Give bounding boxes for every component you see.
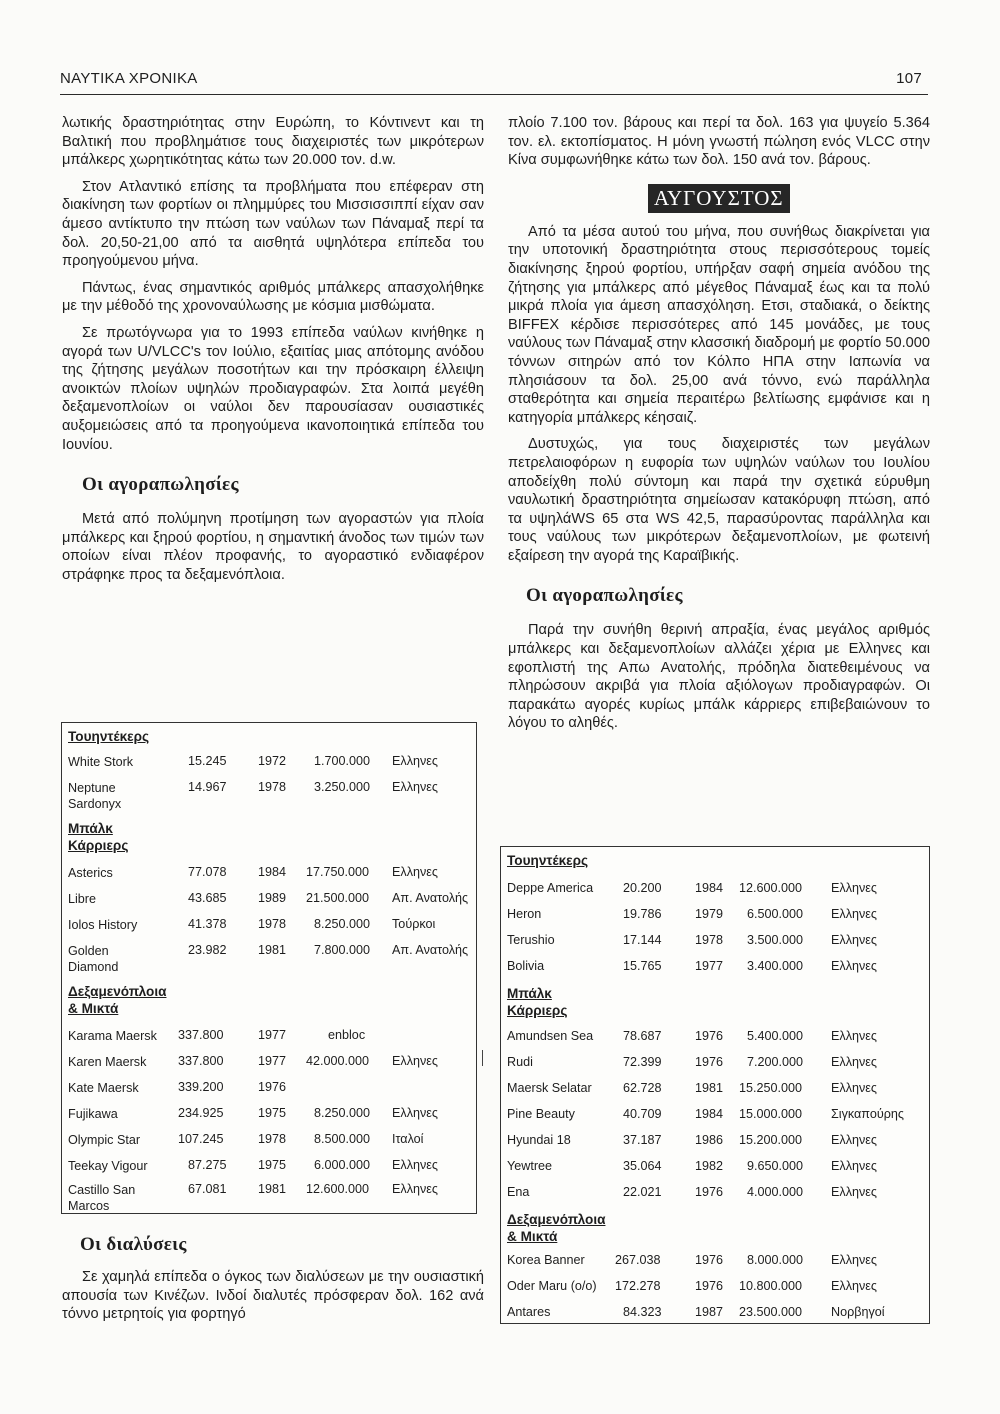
vessel-name: Teekay Vigour — [68, 1159, 148, 1173]
vessel-year: 1976 — [258, 1080, 287, 1094]
vessel-dwt: 84.323 — [623, 1305, 662, 1319]
left-paragraph-1: λωτικής δραστηριότητας στην Ευρώπη, το Κόντινεντ και τη Βαλτική που προβλημάτισε τους διαχειριστές των μικρότερων μπάλκερς χωρητικότητας κάτω των 20.000 τον. d.w. — [62, 115, 484, 169]
vessel-price: 7.200.000 — [747, 1055, 804, 1069]
vessel-dwt: 267.038 — [615, 1253, 661, 1267]
left-paragraph-4: Σε πρωτόγνωρα για το 1993 επίπεδα ναύλων κινήθηκε η αγορά των U/VLCC's τον Ιούλιο, εξαιτίας μιας απότομης ανόδου της ζήτησης μεγάλων ποσοτήτων και την πρόσκαιρη έλλειψη ανοικτών πλοίων υψηλών προδιαγραφών. Στα λοιπά μεγέθη δεξαμενοπλοίων οι ναύλοι δεν παρουσίασαν ουσιαστικές αυξομειώσεις από τα προηγούμενα ικανοποιητικά επίπεδα του Ιουνίου. — [62, 324, 484, 453]
vessel-dwt: 35.064 — [623, 1159, 662, 1173]
vessel-year: 1984 — [695, 881, 724, 895]
vessel-year: 1987 — [695, 1305, 724, 1319]
vessel-dwt: 22.021 — [623, 1185, 662, 1199]
vessel-year: 1978 — [258, 917, 287, 931]
table-edge-mark — [482, 1050, 483, 1066]
vessel-buyer: Ελληνες — [831, 1029, 877, 1043]
vessel-price: 3.250.000 — [314, 780, 371, 794]
sales-table-august — [500, 846, 930, 1324]
right-paragraph-3: Δυστυχώς, για τους διαχειριστές των μεγάλων πετρελαιοφόρων η ευφορία των υψηλών ναύλων του Ιουλίου αποδείχθη πολύ σύντομη και παρά την σχετικά εύρυθμη ναυλωτική δραστηριότητα σημείωσαν κατακόρυφη πτώση, από τα υψηλάWS 65 στα WS 42,5, παρασύροντας παράλληλα και τους ναύλους των μικρότερων δεξαμενοπλοίων, με φωτεινή εξαίρεση την αγορά της Καραϊβικής. — [508, 436, 930, 564]
vessel-year: 1978 — [695, 933, 724, 947]
vessel-buyer: Ελληνες — [392, 754, 438, 768]
right-column — [508, 114, 930, 733]
vessel-year: 1984 — [695, 1107, 724, 1121]
vessel-price: 8.250.000 — [314, 1106, 371, 1120]
table2-category-tankers — [507, 1211, 605, 1245]
vessel-price: 8.000.000 — [747, 1253, 804, 1267]
vessel-dwt: 72.399 — [623, 1055, 662, 1069]
vessel-year: 1978 — [258, 1132, 287, 1146]
vessel-buyer: Ελληνες — [831, 959, 877, 973]
vessel-year: 1981 — [695, 1081, 724, 1095]
vessel-price: 10.800.000 — [739, 1279, 803, 1293]
vessel-year: 1981 — [258, 943, 287, 957]
vessel-buyer: Απ. Ανατολής — [392, 891, 469, 905]
month-title-august: ΑΥΓΟΥΣΤΟΣ — [648, 184, 790, 213]
vessel-dwt: 15.245 — [188, 754, 227, 768]
vessel-price: 12.600.000 — [306, 1182, 370, 1196]
left-paragraph-5: Μετά από πολύμηνη προτίμηση των αγοραστών για πλοία μπάλκερς και ξηρού φορτίου, η σημαντική άνοδος των τιμών των οποίων είναι πλέον προφανής, το αγοραστικό ενδιαφέρον στράφηκε προς τα δεξαμενόπλοια. — [62, 511, 484, 583]
table1-category-bulk-line-1: Μπάλκ — [68, 821, 113, 836]
vessel-price: 9.650.000 — [747, 1159, 804, 1173]
table1-category-bulk-carriers — [68, 820, 128, 854]
vessel-year: 1978 — [258, 780, 287, 794]
vessel-name: Yewtree — [507, 1159, 553, 1173]
vessel-name: Karama Maersk — [68, 1029, 157, 1043]
vessel-name-line-2: Diamond — [68, 960, 119, 974]
vessel-dwt: 20.200 — [623, 881, 662, 895]
right-paragraph-4: Παρά την συνήθη θερινή απραξία, ένας μεγάλος αριθμός μπάλκερς και δεξαμενοπλοίων αλλάζει χέρια με Ελληνες και εφοπλιστή της Απω Ανατολής, πρόδηλα διατεθειμένους να πληρώσουν ακριβά για πλοία αξιόλογων προδιαγραφών. Οι παρακάτω αγορές κυρίως μπάλκ κάρριερς επιβεβαιώνουν το λόγου το αληθές. — [508, 622, 930, 732]
vessel-dwt: 234.925 — [178, 1106, 224, 1120]
table1-category-tankers — [68, 983, 166, 1017]
vessel-price: 7.800.000 — [314, 943, 371, 957]
table2-category-tweendeckers: Τουηντέκερς — [507, 853, 589, 868]
vessel-buyer: Ελληνες — [831, 1055, 877, 1069]
vessel-name-line-1: Castillo San — [68, 1183, 136, 1197]
vessel-dwt: 62.728 — [623, 1081, 662, 1095]
vessel-dwt: 14.967 — [188, 780, 227, 794]
vessel-price: 15.000.000 — [739, 1107, 803, 1121]
vessel-dwt: 37.187 — [623, 1133, 662, 1147]
vessel-year: 1976 — [695, 1185, 724, 1199]
right-paragraph-2: Από τα μέσα αυτού του μήνα, που συνήθως διακρίνεται για την υποτονική δραστηριότητα στους περισσότερους τομείς διακίνησης ξηρού φορτίου, υπήρξαν σαφή σημεία ανόδου της ζήτησης για μπάλκερς από μέγεθος Πάναμαξ έως και τα πολύ μικρά πλοία για άμεση απασχόληση. Ετσι, σταδιακά, ο δείκτης BIFFEX κέρδισε περισσότερες από 145 μονάδες, με τους ναύλους των Πάναμαξ στην κλασσική διαδρομή με φορτίο 50.000 τόννων σιτηρών από τον Κόλπο ΗΠΑ στην Ιαπωνία να πλησιάσουν τα δολ. 25,00 ανά τόννο, ενώ παράλληλα σταθερότητα και σημεία περαιτέρω βελτίωσης εμφάνισε και η κατηγορία μπάλκερς κέησαιζ. — [508, 223, 930, 426]
vessel-year: 1976 — [695, 1029, 724, 1043]
vessel-buyer: Ελληνες — [392, 1054, 438, 1068]
vessel-price: 4.000.000 — [747, 1185, 804, 1199]
vessel-name: Ena — [507, 1185, 530, 1199]
vessel-name — [68, 780, 121, 812]
table2-category-tankers-line-1: Δεξαμενόπλοια — [507, 1212, 606, 1227]
vessel-buyer: Νορβηγοί — [831, 1305, 885, 1319]
vessel-buyer: Ελληνες — [831, 1185, 877, 1199]
vessel-name: Iolos History — [68, 918, 138, 932]
vessel-dwt: 78.687 — [623, 1029, 662, 1043]
vessel-dwt: 40.709 — [623, 1107, 662, 1121]
vessel-price: 3.500.000 — [747, 933, 804, 947]
vessel-dwt: 15.765 — [623, 959, 662, 973]
vessel-dwt: 23.982 — [188, 943, 227, 957]
vessel-buyer: Ελληνες — [831, 881, 877, 895]
vessel-name: Libre — [68, 892, 97, 906]
vessel-year: 1975 — [258, 1158, 287, 1172]
vessel-buyer: Ελληνες — [831, 1279, 877, 1293]
table1-category-tankers-line-1: Δεξαμενόπλοια — [68, 984, 167, 999]
vessel-dwt: 19.786 — [623, 907, 662, 921]
left-paragraph-2: Στον Ατλαντικό επίσης τα προβλήματα που επέφεραν στη διακίνηση των φορτίων οι πλημμύρες του Μισσισσιππί είχαν σαν άμεσο αντίκτυπο την πτώση των ναύλων των Πάναμαξ περί τα δολ. 20,50-21,00 από τα αισθητά υψηλότερα επίπεδα του προηγούμενου μήνα. — [62, 178, 484, 270]
vessel-name: Amundsen Sea — [507, 1029, 594, 1043]
vessel-name: Deppe America — [507, 881, 594, 895]
vessel-name: White Stork — [68, 755, 134, 769]
left-paragraph-3: Πάντως, ένας σημαντικός αριθμός μπάλκερς απασχολήθηκε με την μέθοδό της χρονοναύλωσης με κόσμια μισθώματα. — [62, 279, 484, 315]
vessel-year: 1981 — [258, 1182, 287, 1196]
vessel-year: 1986 — [695, 1133, 724, 1147]
vessel-name: Terushio — [507, 933, 555, 947]
table1-category-tankers-line-2: & Μικτά — [68, 1001, 119, 1016]
vessel-buyer: Τούρκοι — [392, 917, 436, 931]
vessel-price: 17.750.000 — [306, 865, 370, 879]
vessel-year: 1976 — [695, 1055, 724, 1069]
vessel-dwt: 172.278 — [615, 1279, 661, 1293]
vessel-name: Bolivia — [507, 959, 545, 973]
table2-category-bulk-carriers — [507, 985, 567, 1019]
vessel-buyer: Ελληνες — [392, 1182, 438, 1196]
vessel-year: 1977 — [258, 1028, 287, 1042]
vessel-year: 1977 — [695, 959, 724, 973]
vessel-price: 6.500.000 — [747, 907, 804, 921]
page-number: 107 — [896, 70, 922, 87]
vessel-year: 1972 — [258, 754, 287, 768]
vessel-name: Asterics — [68, 866, 113, 880]
table2-category-tankers-line-2: & Μικτά — [507, 1229, 558, 1244]
table1-category-bulk-line-2: Κάρριερς — [68, 838, 129, 853]
vessel-buyer: Απ. Ανατολής — [392, 943, 469, 957]
vessel-price: 15.200.000 — [739, 1133, 803, 1147]
vessel-buyer: Ελληνες — [831, 1133, 877, 1147]
vessel-buyer: Ελληνες — [831, 933, 877, 947]
vessel-dwt: 339.200 — [178, 1080, 224, 1094]
vessel-buyer: Ελληνες — [831, 1081, 877, 1095]
left-column — [62, 114, 484, 584]
vessel-price: 8.250.000 — [314, 917, 371, 931]
vessel-dwt: 337.800 — [178, 1054, 224, 1068]
vessel-name: Oder Maru (o/o) — [507, 1279, 597, 1293]
vessel-name: Fujikawa — [68, 1107, 118, 1121]
table1-category-tweendeckers: Τουηντέκερς — [68, 729, 150, 744]
vessel-name — [68, 1182, 135, 1214]
vessel-buyer: Σιγκαπούρης — [831, 1107, 904, 1121]
vessel-name-line-1: Golden — [68, 944, 109, 958]
vessel-name: Olympic Star — [68, 1133, 141, 1147]
vessel-dwt: 337.800 — [178, 1028, 224, 1042]
table2-category-bulk-line-1: Μπάλκ — [507, 986, 552, 1001]
vessel-year: 1979 — [695, 907, 724, 921]
vessel-buyer: Ελληνες — [392, 1106, 438, 1120]
month-banner — [648, 184, 930, 213]
vessel-price: enbloc — [328, 1028, 366, 1042]
vessel-price: 1.700.000 — [314, 754, 371, 768]
vessel-dwt: 107.245 — [178, 1132, 224, 1146]
vessel-price: 42.000.000 — [306, 1054, 370, 1068]
left-paragraph-6: Σε χαμηλά επίπεδα ο όγκος των διαλύσεων με την ουσιαστική απουσία των Κινέζων. Ινδοί διαλυτές πρόσφεραν δολ. 162 ανά τόννο μετρητοίς για φορτηγό — [62, 1269, 484, 1323]
vessel-dwt: 43.685 — [188, 891, 227, 905]
vessel-name: Korea Banner — [507, 1253, 585, 1267]
vessel-name: Maersk Selatar — [507, 1081, 592, 1095]
vessel-price: 5.400.000 — [747, 1029, 804, 1043]
vessel-dwt: 77.078 — [188, 865, 227, 879]
vessel-year: 1976 — [695, 1253, 724, 1267]
vessel-price: 8.500.000 — [314, 1132, 371, 1146]
vessel-name: Rudi — [507, 1055, 533, 1069]
left-heading-demolitions: Οι διαλύσεις — [80, 1234, 187, 1255]
vessel-price: 15.250.000 — [739, 1081, 803, 1095]
vessel-name-line-2: Marcos — [68, 1199, 110, 1213]
vessel-year: 1984 — [258, 865, 287, 879]
vessel-dwt: 87.275 — [188, 1158, 227, 1172]
vessel-buyer: Ελληνες — [831, 907, 877, 921]
left-heading-sales: Οι αγοραπωλησίες — [82, 474, 239, 496]
vessel-dwt: 67.081 — [188, 1182, 227, 1196]
vessel-name-line-1: Neptune — [68, 781, 116, 795]
vessel-price: 21.500.000 — [306, 891, 370, 905]
vessel-name-line-2: Sardonyx — [68, 797, 122, 811]
vessel-year: 1976 — [695, 1279, 724, 1293]
right-paragraph-1: πλοίο 7.100 τον. βάρους και περί τα δολ. 163 για ψυγείο 5.364 τον. ελ. εκτοπίσματος. Η μόνη γνωστή πώληση ενός VLCC στην Κίνα συμφωνήθηκε κάτω των δολ. 150 ανά τον. βάρους. — [508, 115, 930, 169]
vessel-buyer: Ελληνες — [831, 1253, 877, 1267]
vessel-year: 1977 — [258, 1054, 287, 1068]
magazine-title: ΝΑΥΤΙΚΑ ΧΡΟΝΙΚΑ — [60, 70, 198, 87]
vessel-buyer: Ελληνες — [392, 865, 438, 879]
vessel-buyer: Ελληνες — [392, 1158, 438, 1172]
table2-category-bulk-line-2: Κάρριερς — [507, 1003, 568, 1018]
vessel-year: 1989 — [258, 891, 287, 905]
vessel-dwt: 17.144 — [623, 933, 662, 947]
vessel-name: Hyundai 18 — [507, 1133, 571, 1147]
vessel-dwt: 41.378 — [188, 917, 227, 931]
vessel-buyer: Ιταλοί — [392, 1132, 424, 1146]
vessel-name: Heron — [507, 907, 542, 921]
sales-table-july — [61, 722, 477, 1214]
vessel-year: 1982 — [695, 1159, 724, 1173]
vessel-price: 12.600.000 — [739, 881, 803, 895]
running-header — [60, 68, 928, 95]
vessel-price: 23.500.000 — [739, 1305, 803, 1319]
vessel-price: 6.000.000 — [314, 1158, 371, 1172]
vessel-name: Pine Beauty — [507, 1107, 575, 1121]
vessel-price: 3.400.000 — [747, 959, 804, 973]
right-heading-sales: Οι αγοραπωλησίες — [526, 585, 683, 607]
vessel-name: Karen Maersk — [68, 1055, 147, 1069]
vessel-buyer: Ελληνες — [392, 780, 438, 794]
vessel-name — [68, 943, 118, 975]
left-column-bottom — [62, 1234, 484, 1324]
vessel-name: Kate Maersk — [68, 1081, 139, 1095]
vessel-name: Antares — [507, 1305, 551, 1319]
vessel-buyer: Ελληνες — [831, 1159, 877, 1173]
vessel-year: 1975 — [258, 1106, 287, 1120]
